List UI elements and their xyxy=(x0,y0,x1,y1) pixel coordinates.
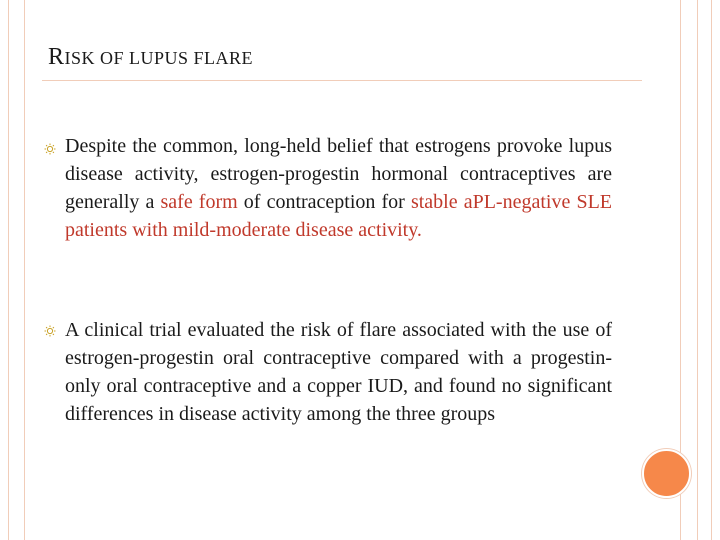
sun-bullet-icon xyxy=(44,143,56,155)
bullet-paragraph-1 xyxy=(65,132,612,244)
bullet-1-text-b: of contraception for xyxy=(237,191,411,213)
decorative-circle xyxy=(642,449,691,498)
bullet-1-text-a: Despite the common, long-held belief that estrogens provoke lupus disease activity, estrogen-progestin hormonal contraceptives are generally a xyxy=(65,135,612,213)
bullet-paragraph-2: A clinical trial evaluated the risk of flare associated with the use of estrogen-progestin oral contraceptive compared with a progestin-only oral contraceptive and a copper IUD, and found no significant differences in disease activity among the three groups xyxy=(65,319,612,425)
title-rest: ISK OF LUPUS FLARE xyxy=(64,48,254,68)
title-underline xyxy=(42,80,642,81)
left-frame-decoration xyxy=(8,0,25,540)
slide-title xyxy=(48,44,253,71)
right-frame-line xyxy=(711,0,712,540)
title-initial: R xyxy=(48,44,65,70)
sun-bullet-icon xyxy=(44,325,56,337)
bullet-1-highlight-patients: stable aPL-negative SLE patients with mild-moderate disease activity. xyxy=(65,191,612,241)
bullet-1-highlight-safe-form: safe form xyxy=(160,191,238,213)
